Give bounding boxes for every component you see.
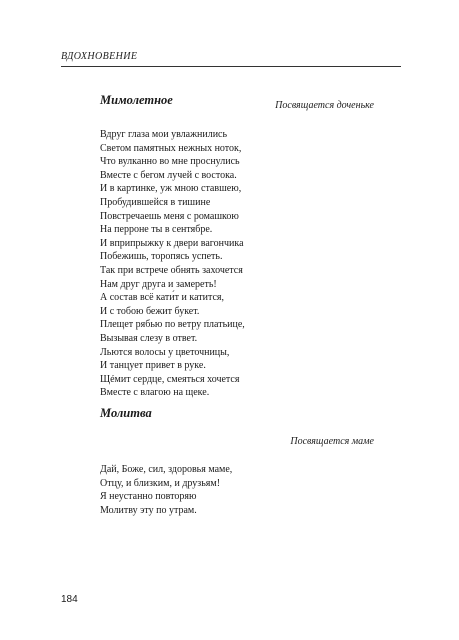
- page-number: 184: [61, 594, 78, 605]
- poem-line: Вместе с бегом лучей с востока.: [100, 169, 237, 181]
- poem-text: [100, 463, 232, 517]
- poem-line: Повстречаешь меня с ромашкою: [100, 210, 239, 222]
- poem-line: Нам друг друга и замереть!: [100, 278, 217, 290]
- poem-line: Я неустанно повторяю: [100, 491, 197, 503]
- poem-line: Щéмит сердце, смеяться хочется: [100, 373, 240, 385]
- poem-line: Что вулканно во мне проснулись: [100, 156, 240, 168]
- poem-line: Так при встрече обнять захочется: [100, 264, 243, 276]
- poem-line: Льются волосы у цветочницы,: [100, 346, 230, 358]
- poem-line: Вдруг глаза мои увлажнились: [100, 129, 228, 140]
- poem-line: Вместе с влагою на щеке.: [100, 387, 210, 399]
- poem-line: И с тобою бежит букет.: [100, 305, 200, 317]
- poem-text: [100, 128, 245, 400]
- poem-line: Пробудившейся в тишине: [100, 196, 211, 208]
- poem-line: На перроне ты в сентябре.: [100, 224, 213, 236]
- poem-line: Дай, Боже, сил, здоровья маме,: [100, 464, 233, 475]
- section-header: ВДОХНОВЕНИЕ: [61, 51, 138, 62]
- poem-title: Мимолетное: [100, 93, 173, 107]
- poem-line: Отцу, и близким, и друзьям!: [100, 477, 221, 489]
- poem-line: Молитву эту по утрам.: [100, 504, 197, 516]
- header-divider: [61, 66, 401, 67]
- poem-dedication: Посвящается маме: [290, 436, 374, 447]
- poem-line: И в картинке, уж мною ставшею,: [100, 183, 242, 195]
- poem-line: И вприпрыжку к двери вагончика: [100, 237, 244, 249]
- poem-title: Молитва: [100, 406, 152, 420]
- poem-line: А состав всё кати́т и катится,: [100, 292, 225, 304]
- poem-dedication: Посвящается доченьке: [275, 100, 374, 111]
- poem-line: Побежишь, торопясь успеть.: [100, 251, 223, 263]
- poem-line: Вызывая слезу в ответ.: [100, 332, 198, 344]
- poem-line: И танцует привет в руке.: [100, 360, 206, 372]
- poem-line: Светом памятных нежных ноток,: [100, 142, 242, 154]
- poem-line: Плещет рябью по ветру платьице,: [100, 319, 245, 331]
